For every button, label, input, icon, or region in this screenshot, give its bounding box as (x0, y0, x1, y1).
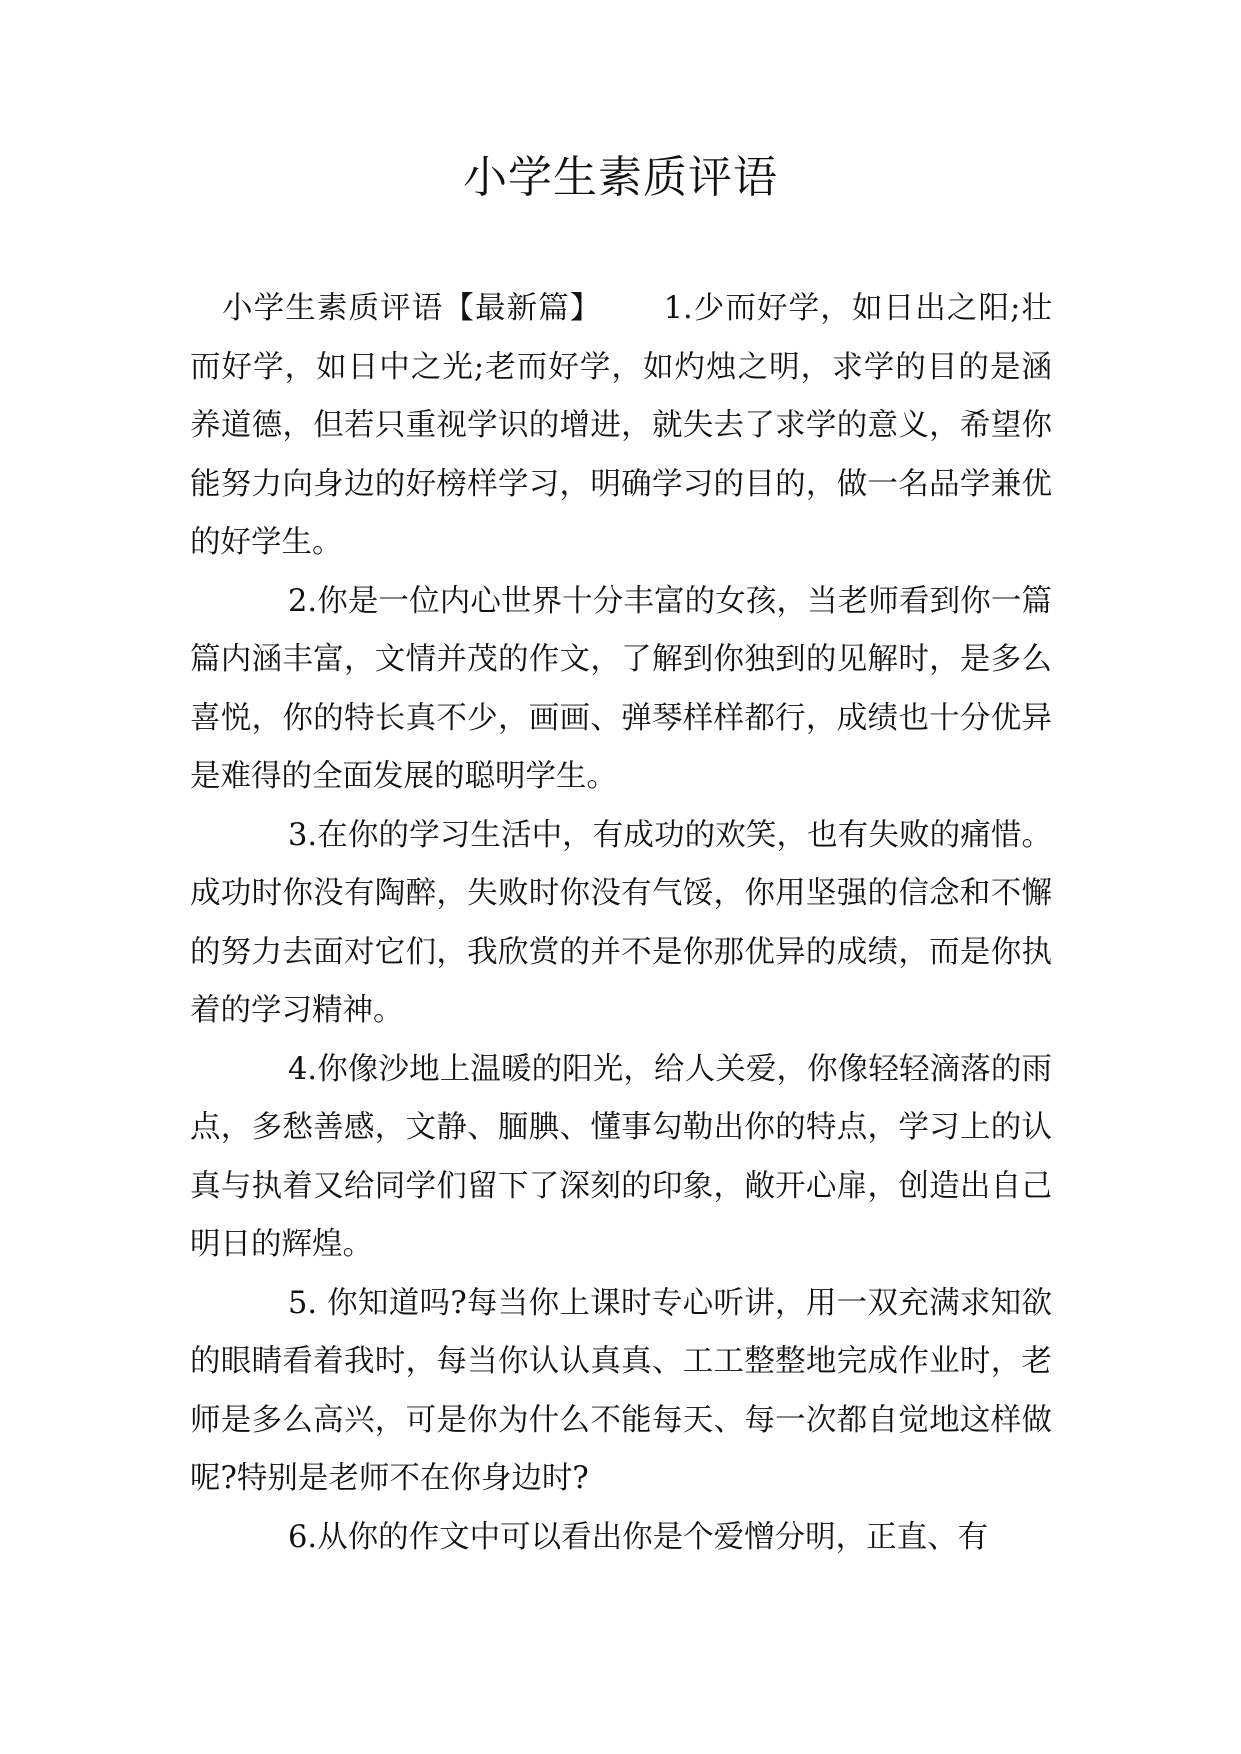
comment-6-paragraph: 6.从你的作文中可以看出你是个爱憎分明，正直、有 (288, 1519, 989, 1555)
comment-1-text: 1.少而好学，如日出之阳;壮而好学，如日中之光;老而好学，如灼烛之明，求学的目的是涵养道德，但若只重视学识的增进，就失去了求学的意义，希望你能努力向身边的好榜样学习，明确学习的目的，做一名品学兼优的好学生。 (190, 291, 1052, 560)
intro-heading: 小学生素质评语【最新篇】 (222, 291, 602, 326)
comment-3-paragraph: 3.在你的学习生活中，有成功的欢笑，也有失败的痛惜。成功时你没有陶醉，失败时你没有气馁，你用坚强的信念和不懈的努力去面对它们，我欣赏的并不是你那优异的成绩，而是你执着的学习精神。 (190, 817, 1052, 1028)
comment-2-paragraph: 2.你是一位内心世界十分丰富的女孩，当老师看到你一篇篇内涵丰富，文情并茂的作文，了解到你独到的见解时，是多么喜悦，你的特长真不少，画画、弹琴样样都行，成绩也十分优异是难得的全面发展的聪明学生。 (190, 583, 1052, 794)
document-title: 小学生素质评语 (463, 152, 778, 203)
comment-5-paragraph: 5. 你知道吗?每当你上课时专心听讲，用一双充满求知欲的眼睛看着我时，每当你认认真真、工工整整地完成作业时，老师是多么高兴，可是你为什么不能每天、每一次都自觉地这样做呢?特别是老师不在你身边时? (190, 1285, 1052, 1496)
intro-paragraph (190, 280, 1052, 573)
document-body (190, 280, 1052, 1567)
comment-4-paragraph: 4.你像沙地上温暖的阳光，给人关爱，你像轻轻滴落的雨点，多愁善感，文静、腼腆、懂事勾勒出你的特点，学习上的认真与执着又给同学们留下了深刻的印象，敞开心扉，创造出自己明日的辉煌。 (190, 1051, 1052, 1262)
